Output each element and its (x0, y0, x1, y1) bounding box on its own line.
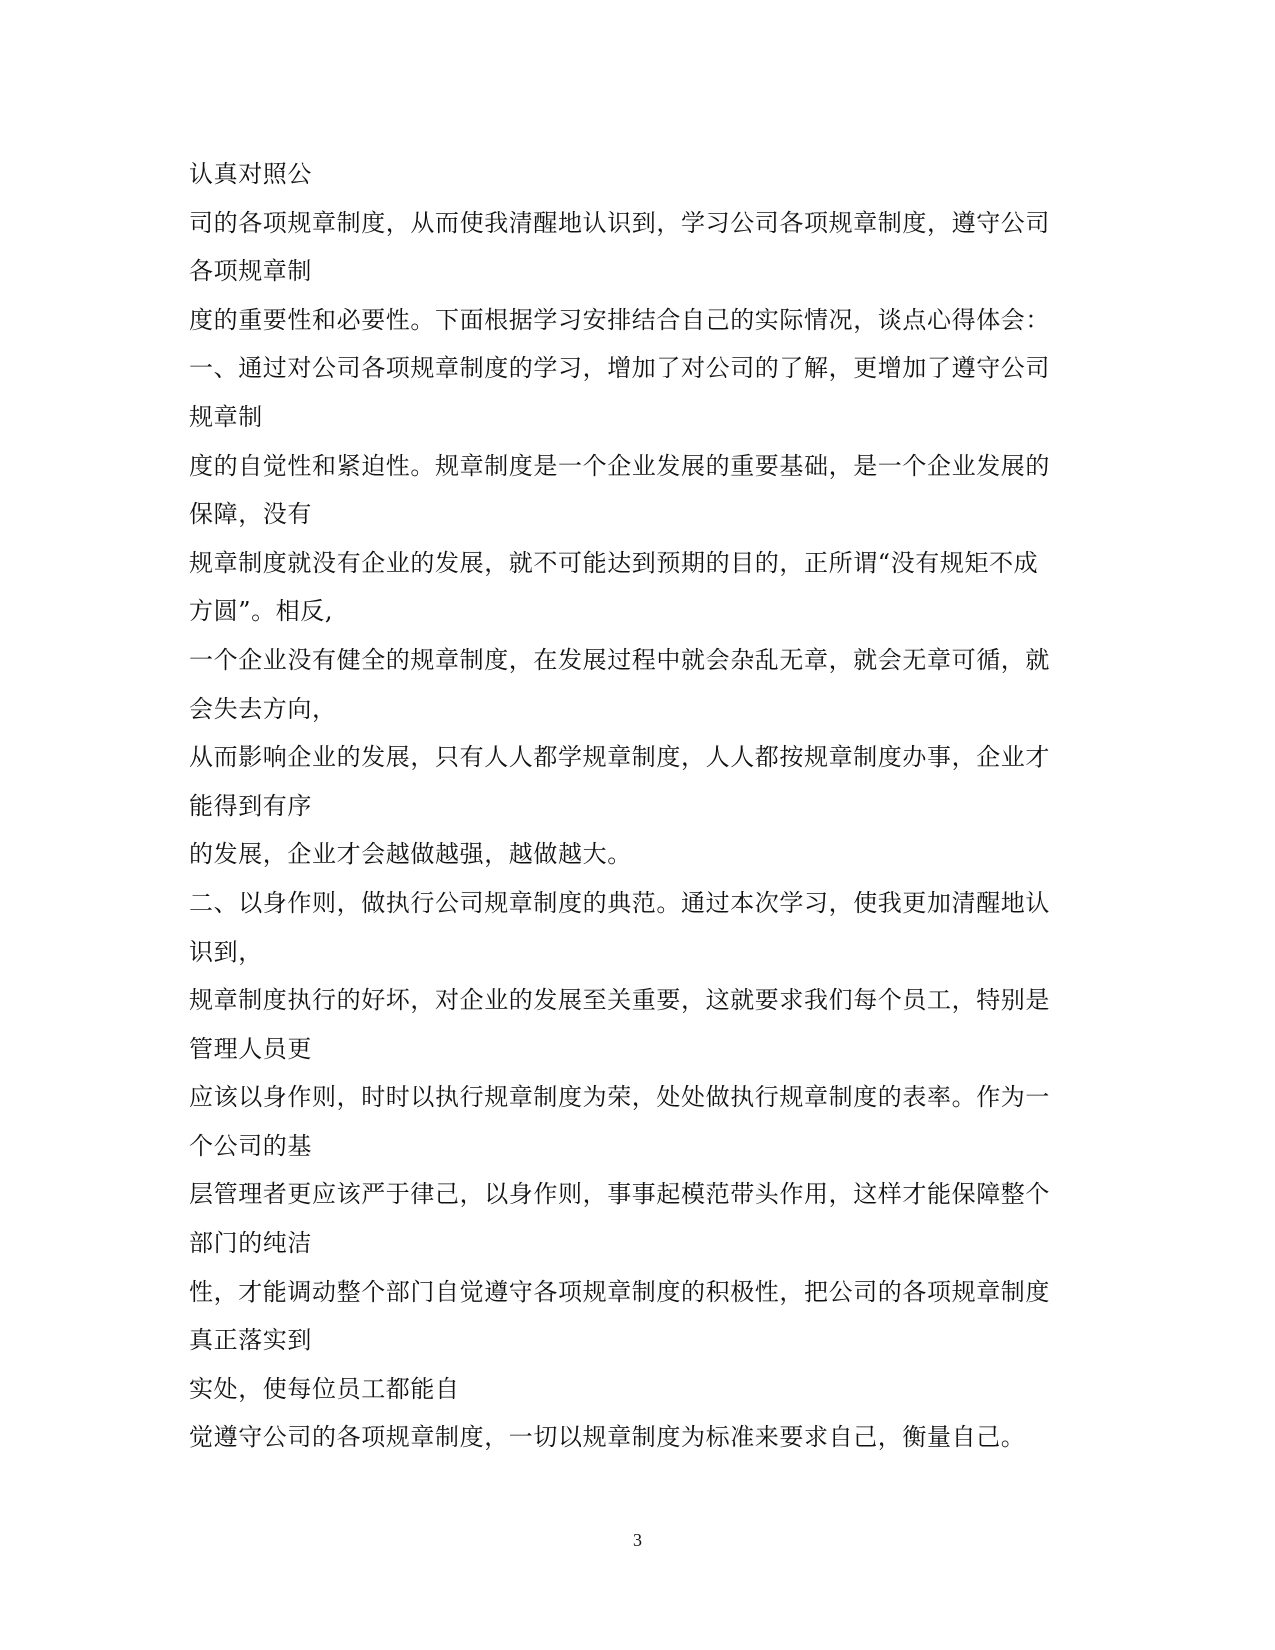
text-line: 认真对照公 (189, 160, 312, 188)
text-line: 真正落实到 (189, 1326, 312, 1355)
text-line: 一个企业没有健全的规章制度，在发展过程中就会杂乱无章，就会无章可循，就 (189, 645, 1050, 674)
text-line: 方圆”。相反, (189, 597, 334, 626)
text-line: 个公司的基 (189, 1131, 312, 1160)
text-line: 部门的纯洁 (189, 1229, 312, 1258)
text-line: 性，才能调动整个部门自觉遵守各项规章制度的积极性，把公司的各项规章制度 (189, 1277, 1050, 1306)
text-line: 各项规章制 (189, 257, 312, 286)
text-line: 能得到有序 (189, 791, 312, 820)
page-number: 3 (633, 1530, 642, 1550)
text-line: 识到， (189, 937, 263, 966)
text-line: 度的重要性和必要性。下面根据学习安排结合自己的实际情况，谈点心得体会： (189, 305, 1050, 334)
text-line: 的发展，企业才会越做越强，越做越大。 (189, 840, 632, 869)
text-line: 层管理者更应该严于律己，以身作则，事事起模范带头作用，这样才能保障整个 (189, 1180, 1050, 1209)
text-line: 觉遵守公司的各项规章制度，一切以规章制度为标准来要求自己，衡量自己。 (189, 1423, 1026, 1452)
text-line: 管理人员更 (189, 1034, 312, 1063)
text-line: 规章制度就没有企业的发展，就不可能达到预期的目的，正所谓“没有规矩不成 (189, 548, 1039, 577)
text-line: 司的各项规章制度，从而使我清醒地认识到，学习公司各项规章制度，遵守公司 (189, 208, 1050, 237)
text-line: 从而影响企业的发展，只有人人都学规章制度，人人都按规章制度办事，企业才 (189, 743, 1050, 772)
text-line: 保障，没有 (189, 500, 312, 529)
text-line: 会失去方向， (189, 694, 337, 723)
text-line: 二、以身作则，做执行公司规章制度的典范。通过本次学习，使我更加清醒地认 (189, 888, 1050, 917)
document-body (189, 150, 1069, 1462)
text-line: 实处，使每位员工都能自 (189, 1374, 460, 1403)
text-line: 一、通过对公司各项规章制度的学习，增加了对公司的了解，更增加了遵守公司 (189, 354, 1050, 383)
text-line: 规章制度执行的好坏，对企业的发展至关重要，这就要求我们每个员工，特别是 (189, 986, 1050, 1015)
text-line: 应该以身作则，时时以执行规章制度为荣，处处做执行规章制度的表率。作为一 (189, 1083, 1050, 1112)
text-line: 度的自觉性和紧迫性。规章制度是一个企业发展的重要基础，是一个企业发展的 (189, 451, 1050, 480)
text-line: 规章制 (189, 402, 263, 431)
